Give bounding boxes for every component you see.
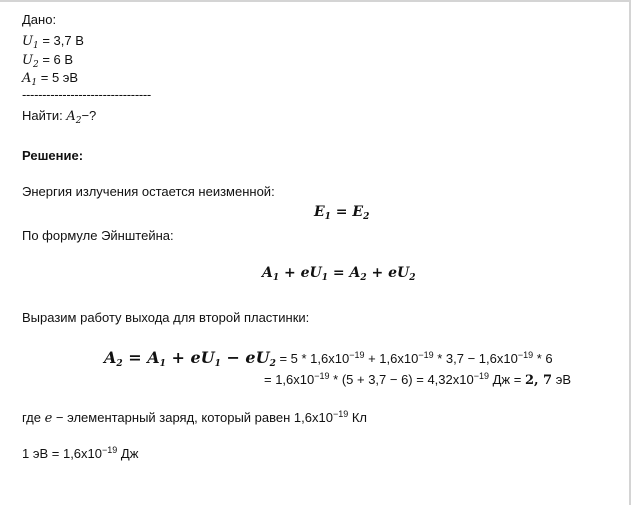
page-border-right — [629, 0, 631, 505]
page-border-top — [0, 0, 631, 2]
given-title: Дано: — [22, 12, 57, 27]
equation-work-line1: $A_2 = A_1 + eU_1 - eU_2 = 5 * 1,6x10^{-19} + 1,6x10^{-19} * 3,7 - 1,6x10^{-19} * 6$ — [104, 348, 553, 369]
equation-work-line2: = $1,6x10^{-19} * (5 + 3,7 - 6) = 4,32x10^{-19}$ Дж = 2, 7 эВ — [264, 371, 572, 388]
paragraph-einstein: По формуле Эйнштейна: — [22, 228, 174, 243]
solution-heading: Решение: — [22, 148, 84, 163]
find-line: Найти: $A_2-$? — [22, 108, 97, 126]
paragraph-energy: Энергия излучения остается неизменной: — [22, 184, 275, 199]
equation-einstein: $A_1 + eU_1 = A_2 + eU_2$ — [262, 265, 416, 283]
given-divider: -------------------------------- — [22, 87, 151, 102]
note-ev-conversion: 1 эВ = $1,6x10^{-19}$ Дж — [22, 445, 139, 461]
given-a1: $A_1 = 5$ эВ — [22, 70, 79, 88]
paragraph-work: Выразим работу выхода для второй пластинки: — [22, 310, 310, 325]
note-elementary-charge: где e − элементарный заряд, который равен $1,6x10^{-19}$ Кл — [22, 409, 368, 426]
given-u2: $U_2 = 6$ В — [22, 52, 74, 70]
given-u1: $U_1 = 3,7$ В — [22, 33, 84, 51]
equation-energy: $E_1 = E_2$ — [314, 204, 370, 222]
